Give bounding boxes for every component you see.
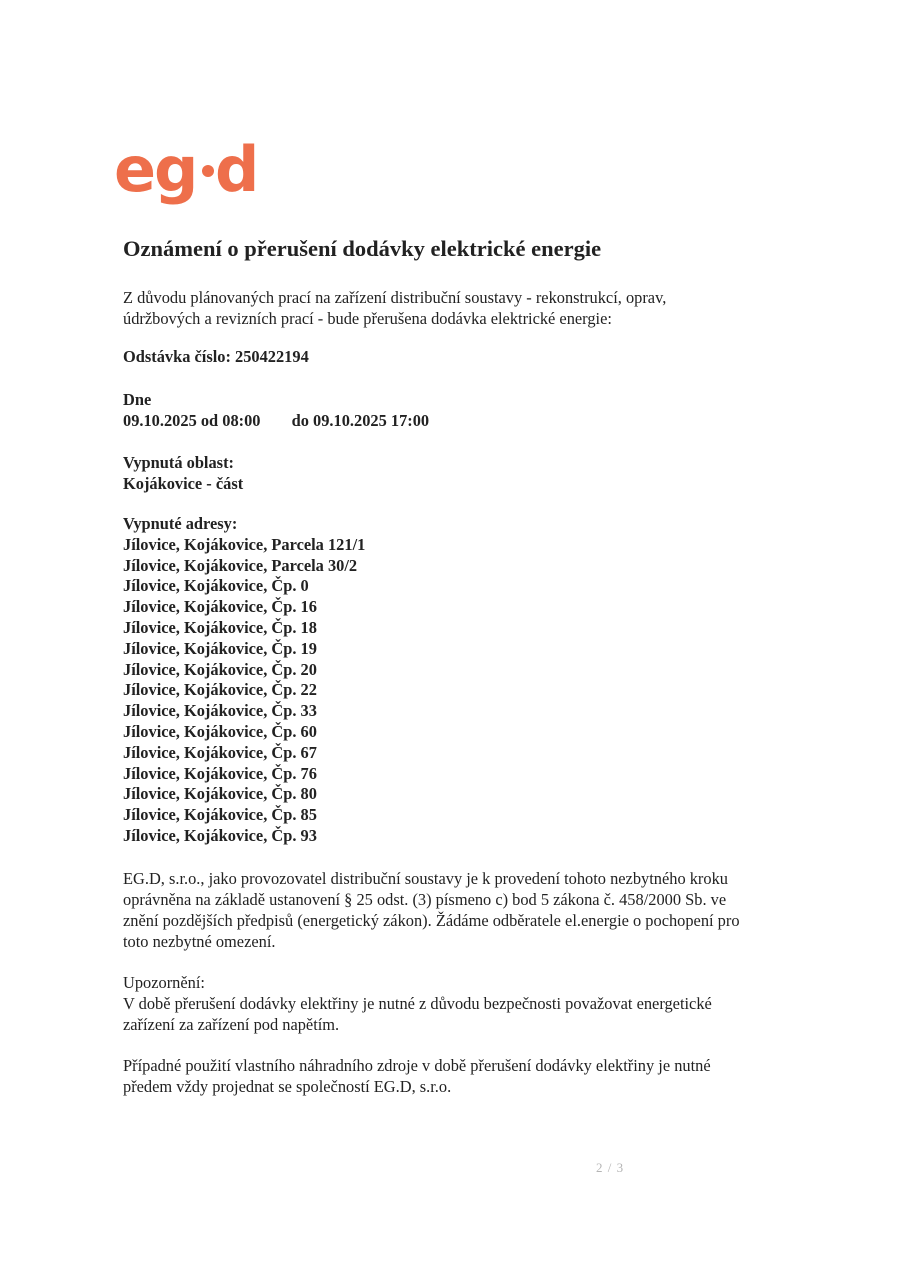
area-section (123, 452, 243, 494)
address-item: Jílovice, Kojákovice, Čp. 20 (123, 659, 317, 679)
address-item: Jílovice, Kojákovice, Čp. 67 (123, 742, 317, 762)
page-title: Oznámení o přerušení dodávky elektrické energie (123, 236, 602, 261)
address-item: Jílovice, Kojákovice, Parcela 121/1 (123, 534, 366, 554)
addresses-section (123, 514, 365, 847)
address-item: Jílovice, Kojákovice, Čp. 60 (123, 721, 317, 741)
legal-paragraph (123, 868, 740, 952)
area-value: Kojákovice - část (123, 474, 244, 493)
warning-line: zařízení za zařízení pod napětím. (123, 1015, 340, 1034)
backup-line: předem vždy projednat se společností EG.D, s.r.o. (123, 1077, 452, 1096)
page-number: 2 / 3 (596, 1160, 625, 1175)
address-item: Jílovice, Kojákovice, Čp. 33 (123, 701, 317, 721)
backup-line: Případné použití vlastního náhradního zdroje v době přerušení dodávky elektřiny je nutné (123, 1056, 711, 1075)
address-item: Jílovice, Kojákovice, Čp. 93 (123, 825, 317, 845)
date-range (123, 410, 429, 431)
warning-heading: Upozornění: (123, 973, 205, 992)
warning-line: V době přerušení dodávky elektřiny je nutné z důvodu bezpečnosti považovat energetické (123, 994, 712, 1013)
date-to: do 09.10.2025 17:00 (291, 411, 430, 430)
legal-line: EG.D, s.r.o., jako provozovatel distribuční soustavy je k provedení tohoto nezbytného kroku (123, 869, 728, 888)
svg-text:d: d (215, 133, 260, 206)
egd-logo (114, 133, 274, 213)
address-item: Jílovice, Kojákovice, Čp. 80 (123, 784, 317, 804)
legal-line: toto nezbytné omezení. (123, 932, 276, 951)
warning-paragraph (123, 972, 712, 1035)
address-item: Jílovice, Kojákovice, Parcela 30/2 (123, 555, 358, 575)
address-item: Jílovice, Kojákovice, Čp. 18 (123, 617, 317, 637)
legal-line: znění pozdějších předpisů (energetický zákon). Žádáme odběratele el.energie o pochopení pro (123, 911, 740, 930)
outage-number: Odstávka číslo: 250422194 (123, 347, 309, 366)
date-label: Dne (123, 390, 152, 409)
area-label: Vypnutá oblast: (123, 453, 234, 472)
addresses-label: Vypnuté adresy: (123, 514, 238, 533)
address-item: Jílovice, Kojákovice, Čp. 76 (123, 763, 317, 783)
intro-paragraph (123, 287, 803, 329)
backup-source-paragraph (123, 1055, 711, 1097)
date-from: 09.10.2025 od 08:00 (123, 411, 261, 430)
address-item: Jílovice, Kojákovice, Čp. 85 (123, 805, 317, 825)
address-item: Jílovice, Kojákovice, Čp. 19 (123, 638, 317, 658)
legal-line: oprávněna na základě ustanovení § 25 odst. (3) písmeno c) bod 5 zákona č. 458/2000 Sb. ve (123, 890, 727, 909)
date-section (123, 389, 429, 431)
intro-line: údržbových a revizních prací - bude přerušena dodávka elektrické energie: (123, 309, 612, 328)
address-item: Jílovice, Kojákovice, Čp. 22 (123, 680, 317, 700)
address-item: Jílovice, Kojákovice, Čp. 0 (123, 576, 309, 596)
address-item: Jílovice, Kojákovice, Čp. 16 (123, 597, 317, 617)
intro-line: Z důvodu plánovaných prací na zařízení distribuční soustavy - rekonstrukcí, oprav, (123, 288, 667, 307)
svg-text:eg: eg (114, 133, 197, 206)
